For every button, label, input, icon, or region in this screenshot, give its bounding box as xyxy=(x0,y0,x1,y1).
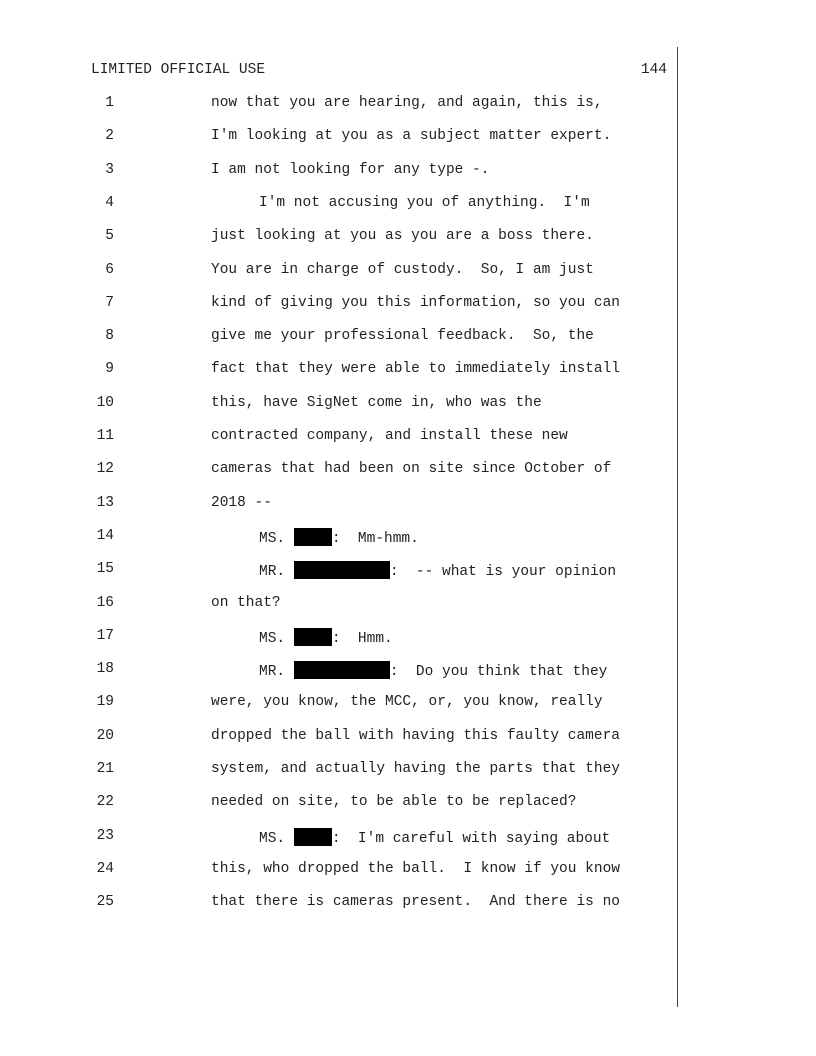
speech-text: : Hmm. xyxy=(331,630,393,647)
line-text: I'm looking at you as a subject matter expert. xyxy=(211,128,612,145)
speech-text: : Do you think that they xyxy=(389,664,608,681)
line-number: 9 xyxy=(105,361,114,378)
transcript-line xyxy=(0,128,816,148)
line-number: 2 xyxy=(105,128,114,145)
transcript-line xyxy=(0,528,816,548)
classification-header: LIMITED OFFICIAL USE xyxy=(91,62,266,78)
transcript-line xyxy=(0,661,816,681)
line-text: just looking at you as you are a boss there. xyxy=(211,228,594,245)
transcript-line xyxy=(0,195,816,215)
transcript-line xyxy=(0,628,816,648)
line-text: were, you know, the MCC, or, you know, really xyxy=(211,694,603,711)
line-text xyxy=(259,561,616,580)
transcript-line xyxy=(0,162,816,182)
line-number: 13 xyxy=(96,494,114,511)
line-text xyxy=(259,661,607,680)
transcript-line xyxy=(0,461,816,481)
speech-text: : Mm-hmm. xyxy=(331,530,419,547)
line-number: 19 xyxy=(96,694,114,711)
transcript-line xyxy=(0,262,816,282)
line-number: 25 xyxy=(96,894,114,911)
line-number: 16 xyxy=(96,594,114,611)
line-number: 6 xyxy=(105,261,114,278)
line-number: 23 xyxy=(96,827,114,844)
line-number: 22 xyxy=(96,794,114,811)
line-text: cameras that had been on site since October of xyxy=(211,461,612,478)
line-text: this, who dropped the ball. I know if you know xyxy=(211,860,620,877)
transcript-line xyxy=(0,894,816,914)
transcript-line xyxy=(0,561,816,581)
transcript-line xyxy=(0,328,816,348)
line-number: 17 xyxy=(96,627,114,644)
redaction-box xyxy=(294,561,390,579)
line-number: 3 xyxy=(105,161,114,178)
line-text: I am not looking for any type -. xyxy=(211,161,490,178)
line-text: needed on site, to be able to be replaced? xyxy=(211,794,577,811)
line-text xyxy=(259,528,419,547)
transcript-line xyxy=(0,861,816,881)
line-number: 11 xyxy=(96,428,114,444)
transcript-line xyxy=(0,428,816,448)
line-number: 15 xyxy=(96,561,114,578)
transcript-line xyxy=(0,295,816,315)
line-number: 18 xyxy=(96,661,114,678)
line-number: 20 xyxy=(96,727,114,744)
line-text: kind of giving you this information, so you can xyxy=(211,294,620,311)
line-text: system, and actually having the parts that they xyxy=(211,761,620,777)
line-text: contracted company, and install these new xyxy=(211,428,568,444)
redaction-box xyxy=(294,661,390,679)
line-text xyxy=(259,628,393,647)
transcript-line xyxy=(0,794,816,814)
speech-text: : I'm careful with saying about xyxy=(331,830,611,847)
line-text: 2018 -- xyxy=(211,494,272,511)
redaction-box xyxy=(294,628,332,646)
line-text: You are in charge of custody. So, I am just xyxy=(211,261,594,278)
transcript-line xyxy=(0,761,816,781)
transcript-line xyxy=(0,694,816,714)
line-text: that there is cameras present. And there is no xyxy=(211,894,620,911)
line-text: now that you are hearing, and again, this is, xyxy=(211,95,603,111)
speaker-label: MS. xyxy=(259,530,294,547)
line-number: 21 xyxy=(96,761,114,777)
transcript-line xyxy=(0,361,816,381)
line-text: this, have SigNet come in, who was the xyxy=(211,394,542,411)
line-number: 4 xyxy=(105,194,114,211)
line-text: on that? xyxy=(211,594,281,611)
speaker-label: MS. xyxy=(259,630,294,647)
line-number: 24 xyxy=(96,860,114,877)
line-text: give me your professional feedback. So, the xyxy=(211,328,594,345)
transcript-line xyxy=(0,495,816,515)
speech-text: : -- what is your opinion xyxy=(389,564,617,581)
line-number: 7 xyxy=(105,294,114,311)
line-text: I'm not accusing you of anything. I'm xyxy=(259,194,590,211)
redaction-box xyxy=(294,828,332,846)
line-text: fact that they were able to immediately install xyxy=(211,361,620,378)
redaction-box xyxy=(294,528,332,546)
speaker-label: MR. xyxy=(259,664,294,681)
page-number: 144 xyxy=(640,62,667,78)
transcript-line xyxy=(0,395,816,415)
speaker-label: MS. xyxy=(259,830,294,847)
transcript-line xyxy=(0,595,816,615)
transcript-line xyxy=(0,95,816,115)
line-number: 10 xyxy=(96,394,114,411)
line-number: 12 xyxy=(96,461,114,478)
speaker-label: MR. xyxy=(259,564,294,581)
transcript-line xyxy=(0,828,816,848)
line-text: dropped the ball with having this faulty camera xyxy=(211,727,620,744)
line-number: 14 xyxy=(96,527,114,544)
line-number: 8 xyxy=(105,328,114,345)
line-text xyxy=(259,828,610,847)
transcript-line xyxy=(0,728,816,748)
line-number: 5 xyxy=(105,228,114,245)
line-number: 1 xyxy=(105,95,114,111)
transcript-line xyxy=(0,228,816,248)
